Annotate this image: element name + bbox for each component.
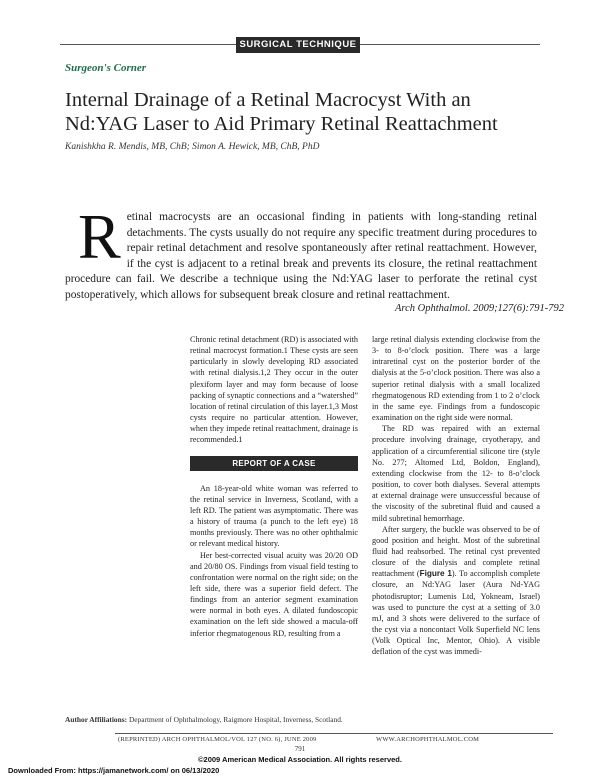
case-paragraph-1: An 18-year-old white woman was referred to the retinal service in Inverness, Scotland, with a left RD. The patient was asymptomatic. There was a history of trauma (a punch to the left eye) 18 months previously. There was no other ophthalmic or relevant medical history. xyxy=(190,483,358,549)
citation: Arch Ophthalmol. 2009;127(6):791-792 xyxy=(395,303,565,314)
body-column-right xyxy=(372,334,540,658)
case-heading: REPORT OF A CASE xyxy=(190,456,358,471)
right-paragraph-1: large retinal dialysis extending clockwise from the 3- to 8-o’clock position. There was a large intraretinal cyst on the posterior border of the dialysis at the 5-o’clock position. There was also a superior retinal dialysis with a small localized rhegmatogenous RD extending from 1 to 2 o’clock in the same eye. Findings from a fundoscopic examination on the right side were normal. xyxy=(372,335,540,423)
case-paragraph-2: Her best-corrected visual acuity was 20/20 OD and 20/80 OS. Findings from visual field testing to confrontation were normal on the right side; on the left side, there was a superior field defect. The findings from an anterior segment examination were normal in both eyes. A dilated fundoscopic examination on the left side showed a macula-off inferior rhegmatogenous RD, resulting from a xyxy=(190,550,358,638)
intro-paragraph: Chronic retinal detachment (RD) is associated with retinal macrocyst formation.1 These cysts are seen particularly in slowly developing RD associated with retinal dialysis.1,2 They occur in the outer plexiform layer and may form because of loose packing of synaptic connections and a “watershed” location of retinal circulation of this layer.1,3 Most cysts require no particular attention. However, when they impede retinal reattachment, drainage is recommended.1 xyxy=(190,335,358,445)
footer-website[interactable]: WWW.ARCHOPHTHALMOL.COM xyxy=(376,736,480,743)
footer-journal-info: (REPRINTED) ARCH OPHTHALMOL/VOL 127 (NO. 6), JUNE 2009 xyxy=(118,736,317,743)
copyright-notice: ©2009 American Medical Association. All rights reserved. xyxy=(198,755,402,764)
right-paragraph-3-start: After surgery, the buckle was observed to be of good position and height. Most of the subretinal fluid had reabsorbed. The retinal cyst prevented closure of the dialysis and complete retinal reattachment ( xyxy=(372,524,540,579)
right-paragraph-3 xyxy=(372,524,540,658)
affiliations-text: Department of Ophthalmology, Raigmore Hospital, Inverness, Scotland. xyxy=(128,715,343,724)
download-notice: Downloaded From: https://jamanetwork.com/ on 06/13/2020 xyxy=(8,766,220,775)
footer-rule xyxy=(115,733,553,734)
abstract xyxy=(65,201,537,304)
page-number: 791 xyxy=(294,745,306,753)
right-paragraph-2: The RD was repaired with an external procedure involving drainage, cryotherapy, and application of a circumferential silicone tire (style No. 277; Altomed Ltd, Boldon, England), extending clockwise from the 12- to 8-o’clock position, to cover both dialyses. Several attempts at external drainage were unsuccessful because of the viscosity of the subretinal fluid and caused a mild subretinal hemorrhage. xyxy=(372,424,540,523)
author-affiliations xyxy=(65,715,355,725)
drop-cap: R xyxy=(78,201,121,272)
affiliations-label: Author Affiliations: xyxy=(65,715,128,724)
surgeons-corner-label: Surgeon's Corner xyxy=(65,62,147,74)
article-authors: Kanishkha R. Mendis, MB, ChB; Simon A. Hewick, MB, ChB, PhD xyxy=(65,142,320,152)
figure-1-link[interactable]: Figure 1 xyxy=(419,569,452,579)
article-title: Internal Drainage of a Retinal Macrocyst With an Nd:YAG Laser to Aid Primary Retinal Reattachment xyxy=(65,89,498,135)
right-paragraph-3-end: ). To accomplish complete closure, an Nd:YAG laser (Aura Nd-YAG photodisruptor; Lumenis Ltd, Yokneam, Israel) was used to puncture the cyst at a setting of 3.0 mJ, and 3 shots were delivered to the surface of the cyst via a noncontact Volk Superfield NC lens (Volk Optical Inc, Mentor, Ohio). A visible deflation of the cyst was immedi- xyxy=(372,569,540,657)
section-banner: SURGICAL TECHNIQUE xyxy=(236,37,360,53)
abstract-text: etinal macrocysts are an occasional finding in patients with long-standing retinal detachments. The cysts usually do not require any specific treatment during procedures to repair retinal detachment and resolve spontaneously after retinal reattachment. However, if the cyst is adjacent to a retinal break and prevents its closure, the retinal reattachment procedure can fail. We describe a technique using the Nd:YAG laser to perforate the retinal cyst postoperatively, which allows for subsequent break closure and retinal reattachment. xyxy=(65,211,537,301)
body-column-left xyxy=(190,334,358,639)
